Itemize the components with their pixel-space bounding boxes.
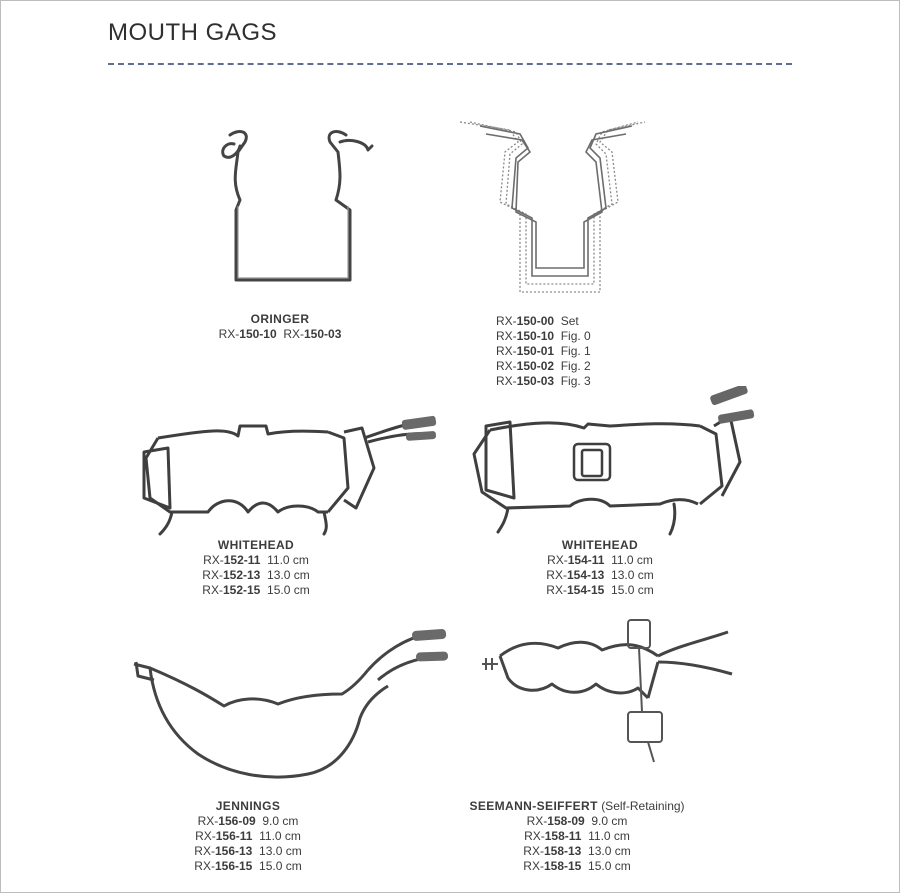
code-prefix: RX-: [496, 374, 517, 388]
code-number: 158-09: [547, 814, 585, 828]
product-code-row: [452, 829, 702, 844]
code-value: 13.0 cm: [588, 844, 631, 858]
code-value: Fig. 2: [560, 359, 591, 373]
code-number: 150-10: [516, 329, 555, 343]
product-code-row: [496, 314, 656, 329]
code-number: 150-03: [304, 327, 342, 341]
code-value: 15.0 cm: [611, 583, 654, 597]
code-prefix: RX-: [203, 553, 224, 567]
product-code-row: [496, 329, 656, 344]
code-prefix: RX-: [496, 359, 517, 373]
code-value: 15.0 cm: [588, 859, 631, 873]
product-code-row: [496, 344, 656, 359]
code-prefix: RX-: [546, 568, 567, 582]
code-number: 156-11: [215, 829, 253, 843]
product-name: WHITEHEAD: [217, 538, 295, 552]
code-value: 9.0 cm: [591, 814, 628, 828]
code-prefix: RX-: [547, 553, 568, 567]
product-name-row: [452, 799, 702, 814]
dashed-divider: [108, 63, 792, 65]
code-value: 15.0 cm: [259, 859, 302, 873]
code-number: 152-11: [223, 553, 261, 567]
code-value: Set: [560, 314, 579, 328]
code-number: 154-13: [566, 568, 605, 582]
code-value: 15.0 cm: [267, 583, 310, 597]
product-note: (Self-Retaining): [601, 799, 685, 813]
jennings-image: [128, 622, 453, 788]
code-prefix: RX-: [523, 844, 544, 858]
code-value: Fig. 1: [560, 344, 591, 358]
caption-jennings: [168, 799, 328, 874]
product-code-row: [168, 859, 328, 874]
code-value: 13.0 cm: [267, 568, 310, 582]
product-code-row: [168, 829, 328, 844]
code-number: 158-13: [543, 844, 582, 858]
code-number: 150-02: [516, 359, 555, 373]
product-code-row: [520, 568, 680, 583]
caption-oringer-set: [496, 314, 656, 389]
product-name: JENNINGS: [215, 799, 281, 813]
product-code-row: [180, 327, 380, 342]
caption-oringer: [180, 312, 380, 342]
product-code-row: [168, 844, 328, 859]
code-value: 9.0 cm: [262, 814, 299, 828]
code-prefix: RX-: [523, 859, 544, 873]
code-value: Fig. 0: [560, 329, 591, 343]
code-prefix: RX-: [197, 814, 219, 828]
oringer-set-image: [450, 112, 650, 304]
code-number: 156-09: [218, 814, 256, 828]
code-prefix: RX-: [194, 859, 215, 873]
code-number: 152-15: [222, 583, 261, 597]
code-number: 150-03: [516, 374, 555, 388]
code-prefix: RX-: [496, 314, 517, 328]
code-prefix: RX-: [194, 844, 215, 858]
code-prefix: RX-: [526, 814, 548, 828]
product-code-row: [452, 859, 702, 874]
code-number: 150-00: [516, 314, 555, 328]
code-number: 150-10: [239, 327, 277, 341]
code-number: 158-11: [544, 829, 582, 843]
code-prefix: RX-: [496, 344, 517, 358]
code-prefix: RX-: [496, 329, 517, 343]
product-code-row: [496, 374, 656, 389]
product-code-row: [176, 583, 336, 598]
code-prefix: RX-: [202, 568, 223, 582]
code-prefix: RX-: [202, 583, 223, 597]
product-code-row: [176, 568, 336, 583]
code-value: Fig. 3: [560, 374, 591, 388]
seemann-seiffert-image: [478, 612, 740, 770]
whitehead-154-image: [460, 386, 760, 538]
product-code-row: [452, 814, 702, 829]
product-code-row: [520, 583, 680, 598]
code-prefix: RX-: [218, 327, 240, 341]
whitehead-152-image: [128, 408, 448, 540]
product-name: SEEMANN-SEIFFERT: [469, 799, 598, 813]
code-prefix: RX-: [524, 829, 545, 843]
code-number: 156-13: [214, 844, 253, 858]
product-name: ORINGER: [250, 312, 310, 326]
caption-seemann-seiffert: [452, 799, 702, 874]
code-value: 11.0 cm: [611, 553, 653, 567]
code-value: 13.0 cm: [611, 568, 654, 582]
product-code-row: [520, 553, 680, 568]
code-value: 11.0 cm: [588, 829, 630, 843]
product-code-row: [176, 553, 336, 568]
code-prefix: RX-: [546, 583, 567, 597]
product-name: WHITEHEAD: [561, 538, 639, 552]
code-value: 13.0 cm: [259, 844, 302, 858]
code-number: 158-15: [543, 859, 582, 873]
code-number: 150-01: [516, 344, 555, 358]
code-value: 11.0 cm: [267, 553, 309, 567]
code-number: 154-15: [566, 583, 605, 597]
page-title: MOUTH GAGS: [108, 19, 278, 46]
product-code-row: [496, 359, 656, 374]
code-number: 152-13: [222, 568, 261, 582]
code-number: 154-11: [567, 553, 605, 567]
code-prefix: RX-: [283, 327, 304, 341]
caption-whitehead-152: [176, 538, 336, 598]
product-code-row: [452, 844, 702, 859]
caption-whitehead-154: [520, 538, 680, 598]
code-number: 156-15: [214, 859, 253, 873]
product-code-row: [168, 814, 328, 829]
code-value: 11.0 cm: [259, 829, 301, 843]
oringer-gag-image: [200, 120, 380, 300]
code-prefix: RX-: [195, 829, 216, 843]
